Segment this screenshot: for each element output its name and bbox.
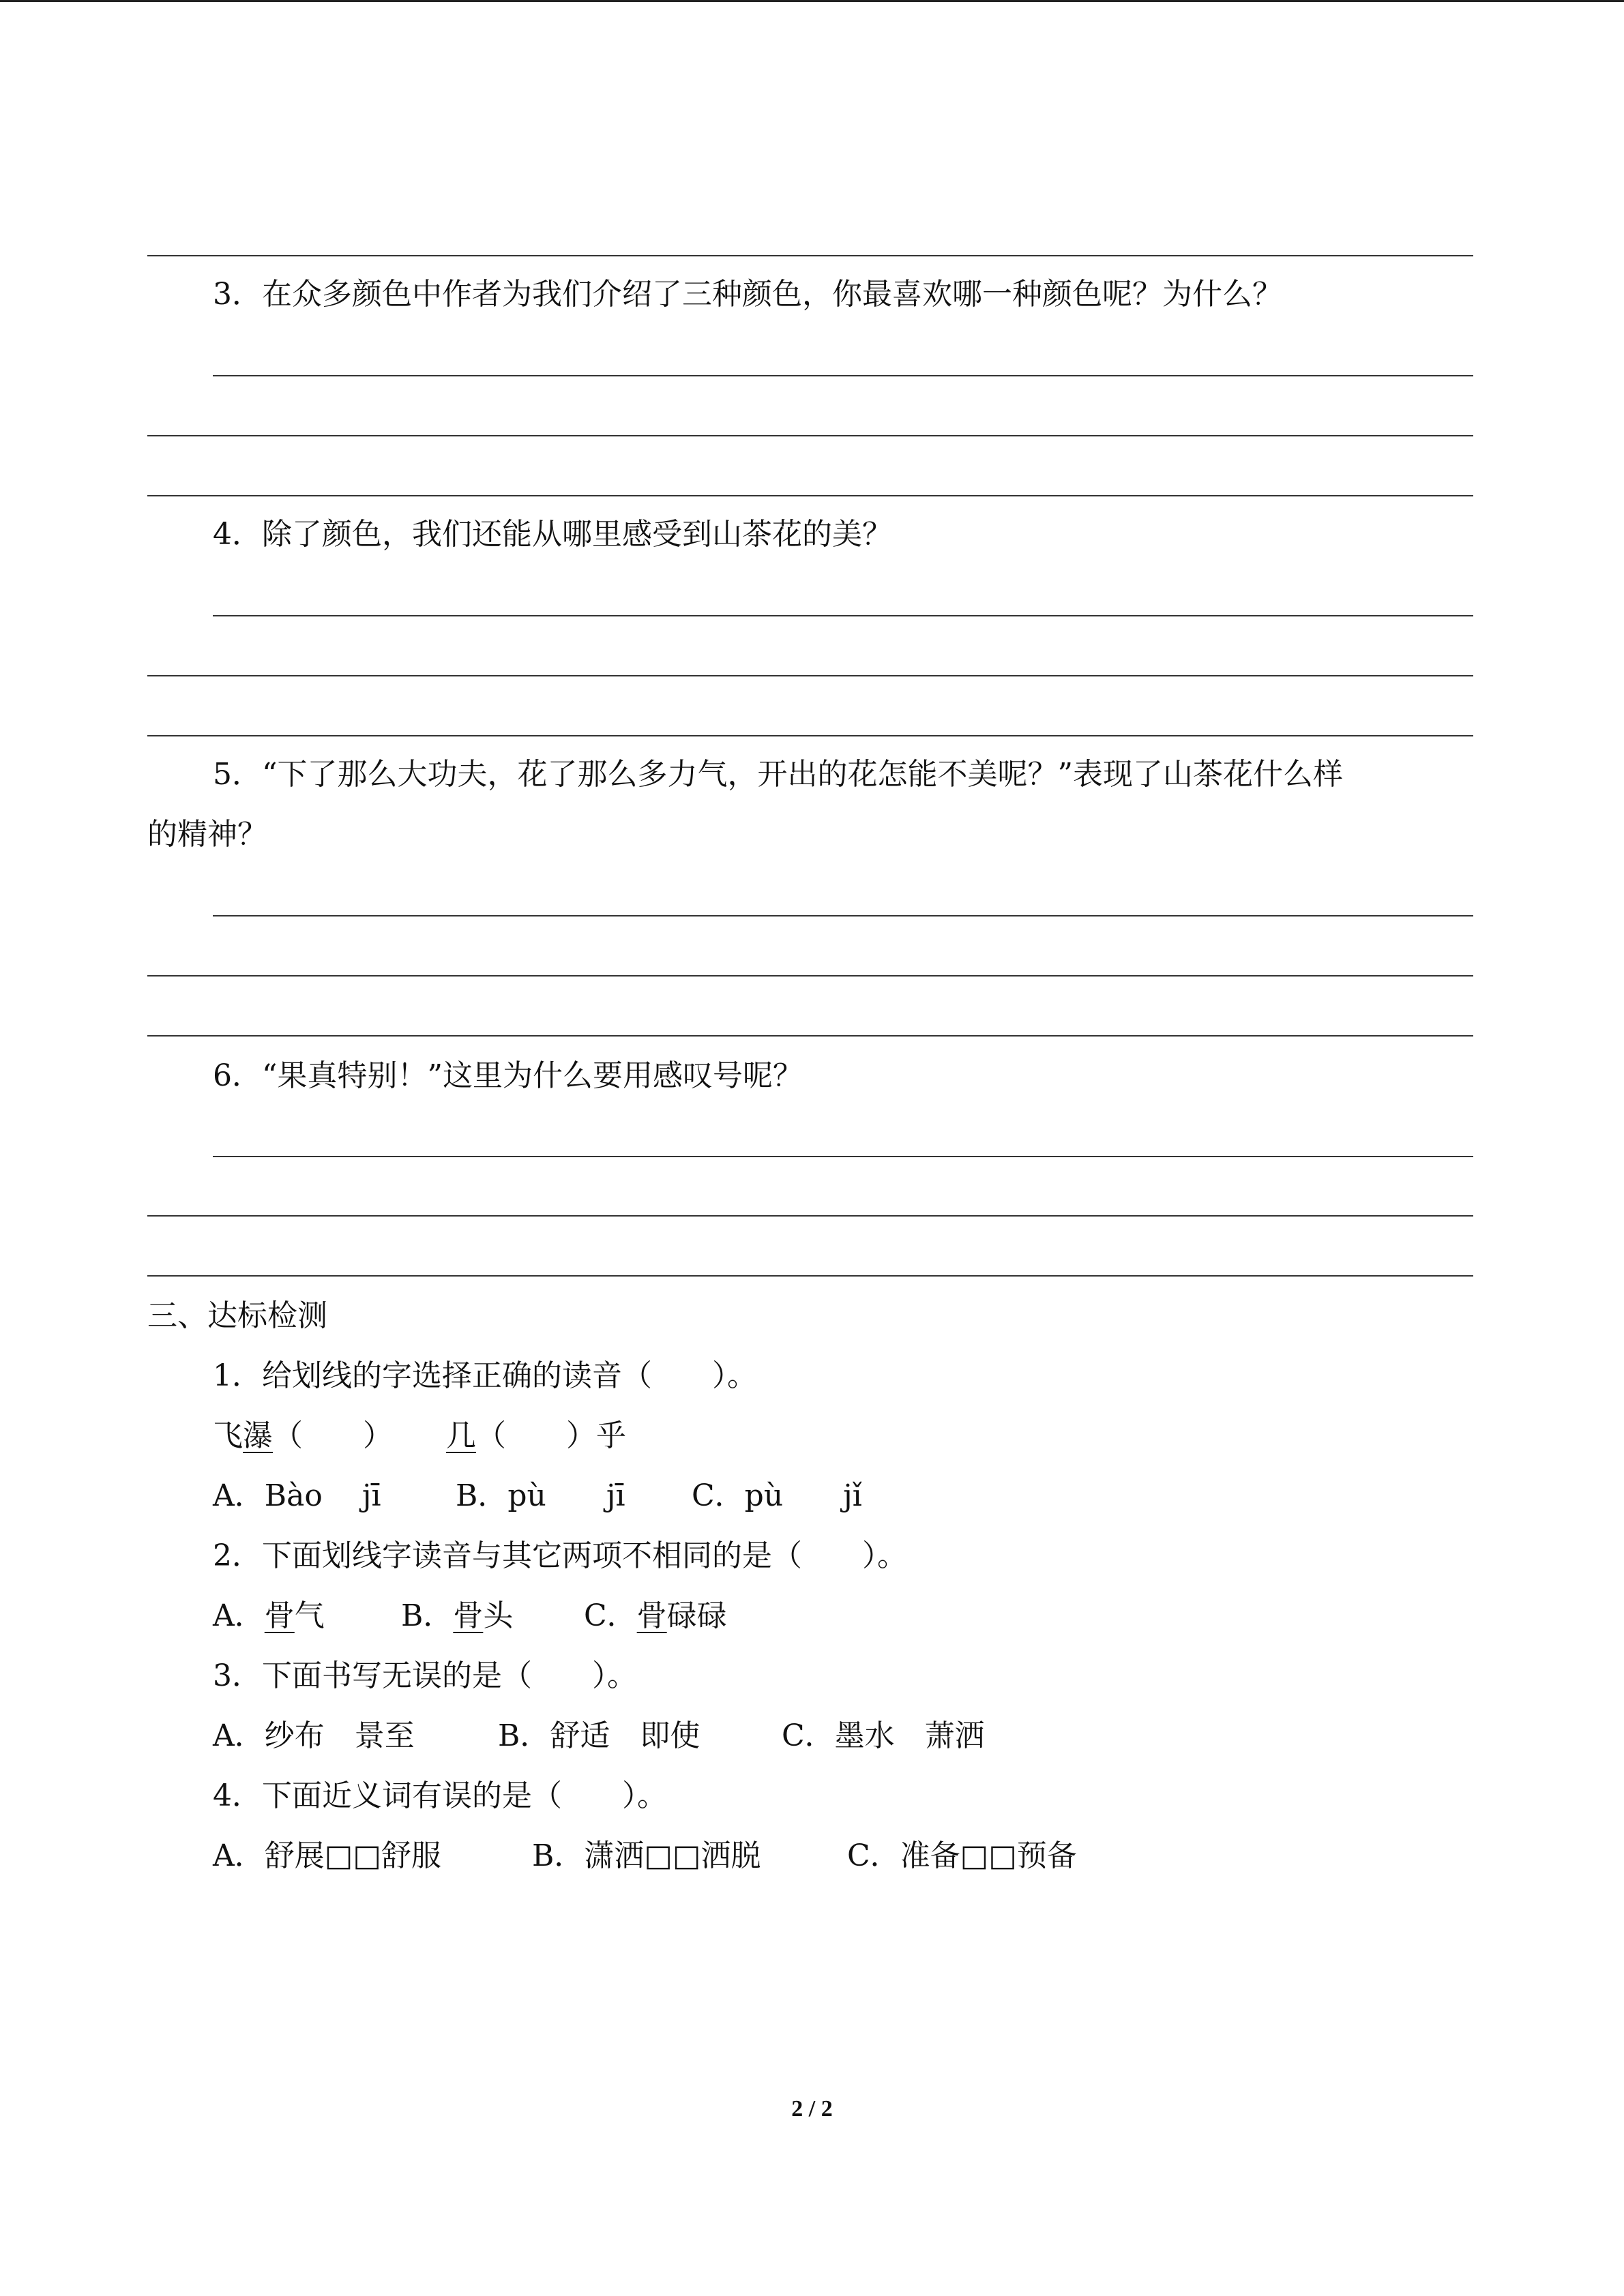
answer-line[interactable] xyxy=(147,735,1473,736)
answer-line[interactable] xyxy=(213,375,1473,376)
option-c[interactable] xyxy=(584,1596,727,1637)
option-c[interactable]: C．墨水 萧洒 xyxy=(782,1718,985,1753)
item-4-options xyxy=(213,1836,1077,1877)
item-1-stem: 1．给划线的字选择正确的读音（ ）。 xyxy=(213,1358,757,1393)
answer-line[interactable] xyxy=(147,495,1473,496)
question-3: 3．在众多颜色中作者为我们介绍了三种颜色，你最喜欢哪一种颜色呢？为什么？ xyxy=(213,277,1282,312)
option-b-rest: 头 xyxy=(483,1598,514,1633)
section-heading: 三、达标检测 xyxy=(147,1298,327,1333)
answer-line[interactable] xyxy=(213,1156,1473,1157)
option-b[interactable]: B．潇洒□□洒脱 xyxy=(532,1838,761,1873)
option-a-underlined: 骨 xyxy=(264,1598,295,1633)
item-1-options xyxy=(213,1476,862,1517)
option-a-rest: 气 xyxy=(294,1598,325,1633)
question-6: 6．“果真特别！”这里为什么要用感叹号呢？ xyxy=(213,1058,803,1093)
option-c-underlined: 骨 xyxy=(636,1598,667,1633)
item-3-options xyxy=(213,1716,985,1757)
item-1-words xyxy=(213,1416,626,1457)
question-5-line-2: 的精神？ xyxy=(147,817,267,852)
word-2-blank[interactable]: （ ）乎 xyxy=(476,1418,626,1453)
answer-line[interactable] xyxy=(147,1275,1473,1277)
option-b[interactable] xyxy=(401,1596,584,1637)
option-b[interactable]: B．舒适 即使 xyxy=(498,1718,700,1753)
question-4: 4．除了颜色，我们还能从哪里感受到山茶花的美？ xyxy=(213,517,892,552)
question-5-line-1: 5．“下了那么大功夫，花了那么多力气，开出的花怎能不美呢？”表现了山茶花什么样 xyxy=(213,757,1343,792)
option-a-label: A． xyxy=(213,1598,265,1633)
option-c-label: C． xyxy=(584,1598,637,1633)
answer-line[interactable] xyxy=(147,975,1473,976)
word-1-blank[interactable]: （ ） xyxy=(273,1418,393,1453)
option-c[interactable]: C．pù jǐ xyxy=(692,1478,862,1513)
word-1-underlined: 瀑 xyxy=(243,1418,273,1453)
item-3-stem: 3．下面书写无误的是（ ）。 xyxy=(213,1658,637,1693)
option-b-label: B． xyxy=(401,1598,454,1633)
option-a[interactable] xyxy=(213,1596,401,1637)
option-c-rest: 碌碌 xyxy=(666,1598,727,1633)
answer-line[interactable] xyxy=(147,1215,1473,1217)
answer-line[interactable] xyxy=(147,1035,1473,1037)
option-c[interactable]: C．准备□□预备 xyxy=(847,1838,1077,1873)
answer-line[interactable] xyxy=(213,615,1473,616)
answer-line[interactable] xyxy=(147,435,1473,436)
word-1-prefix: 飞 xyxy=(213,1418,243,1453)
item-4-stem: 4．下面近义词有误的是（ ）。 xyxy=(213,1778,667,1813)
word-2-underlined: 几 xyxy=(446,1418,476,1453)
answer-line[interactable] xyxy=(213,915,1473,916)
option-a[interactable]: A．舒展□□舒服 xyxy=(213,1838,441,1873)
option-b[interactable]: B．pù jī xyxy=(456,1478,625,1513)
page-top-border xyxy=(0,0,1624,2)
answer-line[interactable] xyxy=(147,675,1473,676)
option-a[interactable]: A．Bào jī xyxy=(213,1478,381,1513)
option-b-underlined: 骨 xyxy=(453,1598,484,1633)
item-2-options xyxy=(213,1596,727,1637)
page-number: 2 / 2 xyxy=(791,2096,833,2121)
option-a[interactable]: A．纱布 景至 xyxy=(213,1718,415,1753)
answer-line xyxy=(147,255,1473,256)
item-2-stem: 2．下面划线字读音与其它两项不相同的是（ ）。 xyxy=(213,1538,907,1573)
